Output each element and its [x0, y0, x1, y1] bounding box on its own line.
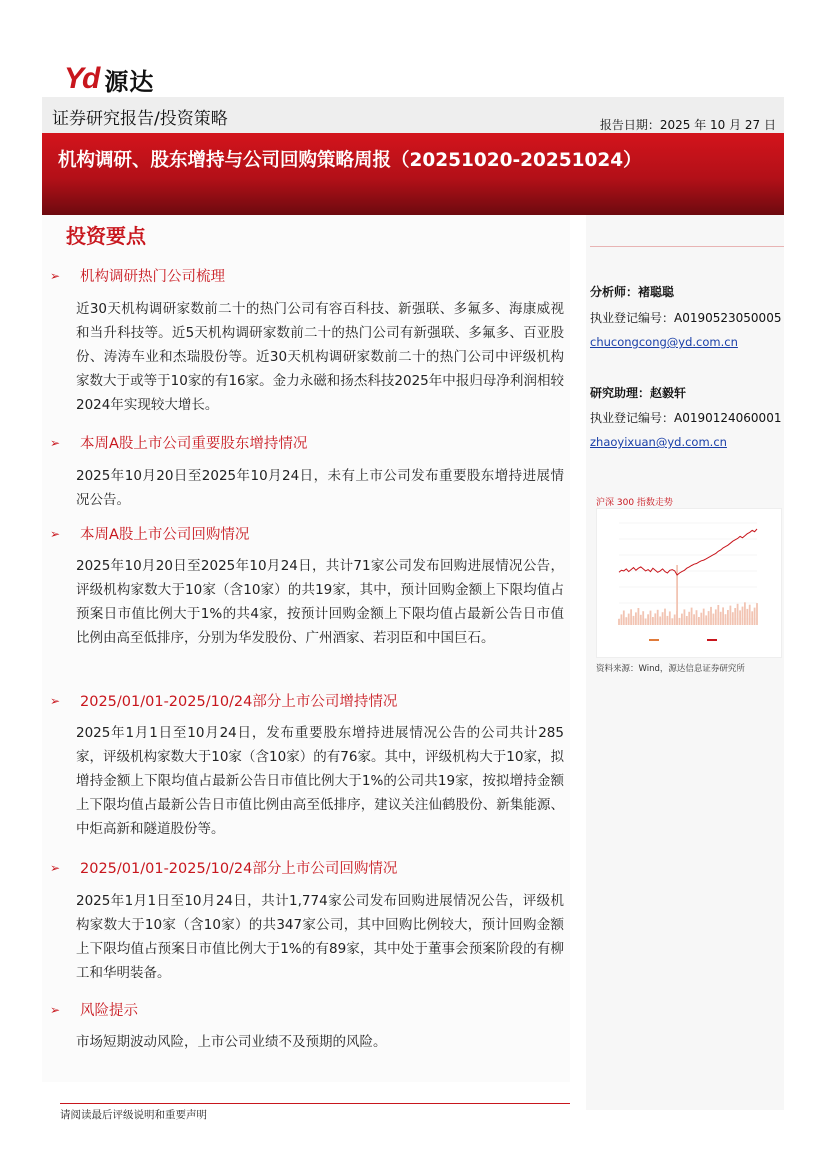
chart-bar [625, 617, 627, 625]
chart-bar [630, 609, 632, 625]
section-title: 投资要点 [66, 224, 146, 248]
chart-volume-bars [618, 565, 758, 625]
section-heading-text: 机构调研热门公司梳理 [80, 269, 225, 285]
arrow-bullet-icon: ➢ [50, 526, 61, 541]
chart-bar [700, 613, 702, 625]
footer-disclaimer: 请阅读最后评级说明和重要声明 [60, 1109, 207, 1121]
chart-bar [737, 604, 739, 625]
analyst-email-link[interactable]: chucongcong@yd.com.cn [590, 335, 738, 349]
chart-bar [650, 611, 652, 625]
chart-bar [647, 614, 649, 625]
section-heading-text: 风险提示 [80, 1003, 138, 1019]
index-chart-svg [597, 509, 781, 657]
footer-divider [60, 1103, 570, 1104]
section-body: 2025年10月20日至2025年10月24日，未有上市公司发布重要股东增持进展情况公告。 [76, 468, 564, 508]
chart-bar [621, 614, 623, 625]
chart-bar [746, 609, 748, 625]
section-body: 2025年10月20日至2025年10月24日，共计71家公司发布回购进展情况公告，评级机构家数大于10家（含10家）的共19家，其中，预计回购金额上下限均值占预案日市值比例大于1%的共4家，按预计回购金额上下限均值占最新公告日市值比例由高至低排序，分别为华发股份、广州酒家、若羽臣和中国巨石。 [76, 558, 564, 646]
report-title: 机构调研、股东增持与公司回购策略周报（20251020-20251024） [58, 150, 642, 171]
chart-bar [640, 615, 642, 625]
chart-bar [684, 609, 686, 625]
arrow-bullet-icon: ➢ [50, 435, 61, 450]
chart-bar [681, 614, 683, 625]
chart-bar [696, 610, 698, 625]
logo-text: 源达 [104, 67, 155, 96]
section-body: 近30天机构调研家数前二十的热门公司有容百科技、新强联、多氟多、海康威视和当升科技等。近5天机构调研家数前二十的热门公司有新强联、多氟多、百亚股份、涛涛车业和杰瑞股份等。近30天机构调研家数前二十的热门公司中评级机构家数大于或等于10家的有16家。金力永磁和扬杰科技2025年中报归母净利润相较2024年实现较大增长。 [76, 301, 564, 413]
chart-bar [703, 609, 705, 625]
chart-bar [623, 611, 625, 626]
assistant-registration: 执业登记编号：A0190124060001 [590, 411, 782, 425]
arrow-bullet-icon: ➢ [50, 1002, 61, 1017]
chart-bar [708, 611, 710, 625]
section-heading [50, 265, 225, 286]
section-heading [50, 523, 249, 544]
chart-bar [749, 605, 751, 625]
section-heading-text: 2025/01/01-2025/10/24部分上市公司回购情况 [80, 861, 398, 877]
chart-bar [717, 605, 719, 625]
analyst-name: 分析师：褚聪聪 [590, 285, 675, 299]
chart-bar [732, 612, 734, 625]
legend-swatch-bars [649, 639, 659, 641]
chart-bar [722, 607, 724, 625]
chart-bar [751, 611, 753, 625]
brand-logo [64, 64, 154, 94]
chart-bar [674, 615, 676, 626]
arrow-bullet-icon: ➢ [50, 693, 61, 708]
chart-bar [698, 617, 700, 625]
chart-bar [691, 608, 693, 625]
chart-title: 沪深 300 指数走势 [596, 498, 673, 508]
arrow-bullet-icon: ➢ [50, 860, 61, 875]
chart-grid [619, 523, 757, 619]
chart-bar [618, 619, 620, 625]
section-heading [50, 857, 397, 878]
chart-bar [715, 609, 717, 625]
chart-bar [628, 614, 630, 625]
chart-bar [659, 617, 661, 626]
chart-bar [638, 608, 640, 625]
chart-bar [727, 610, 729, 625]
section-heading [50, 690, 397, 711]
legend-swatch-line [707, 639, 717, 641]
chart-bar [662, 612, 664, 625]
section-heading [50, 432, 307, 453]
chart-bar [654, 613, 656, 625]
chart-bar [693, 614, 695, 625]
section-body: 2025年1月1日至10月24日，共计1,774家公司发布回购进展情况公告，评级机构家数大于10家（含10家）的共347家公司，其中回购比例较大，预计回购金额上下限均值占预案日市值比例大于1%的有89家，其中处于董事会预案阶段的有柳工和华明装备。 [76, 893, 564, 981]
chart-bar [720, 612, 722, 625]
chart-bar [756, 603, 758, 625]
section-heading [50, 999, 138, 1020]
chart-bar [671, 618, 673, 625]
chart-bar [730, 606, 732, 625]
section-body: 市场短期波动风险，上市公司业绩不及预期的风险。 [76, 1034, 387, 1050]
chart-bar [645, 619, 647, 626]
chart-bar [705, 615, 707, 625]
logo-mark: Yd [64, 62, 99, 95]
chart-bar [642, 611, 644, 625]
report-category: 证券研究报告/投资策略 [52, 109, 228, 129]
chart-bar [669, 611, 671, 625]
chart-bar [679, 618, 681, 625]
section-heading-text: 本周A股上市公司重要股东增持情况 [80, 436, 308, 452]
chart-bar [742, 607, 744, 625]
section-body: 2025年1月1日至10月24日，发布重要股东增持进展情况公告的公司共计285家，评级机构家数大于10家（含10家）的有76家。其中，评级机构大于10家，拟增持金额上下限均值占最新公告日市值比例大于1%的公司共19家，按拟增持金额上下限均值占最新公告日市值比例由高至低排序，建议关注仙鹤股份、新集能源、中炬高新和隧道股份等。 [76, 725, 564, 837]
index-chart [596, 508, 782, 658]
chart-bar [657, 610, 659, 625]
chart-bar [664, 609, 666, 625]
report-date: 报告日期：2025 年 10 月 27 日 [599, 118, 776, 132]
chart-bar [652, 617, 654, 625]
chart-source: 资料来源：Wind，源达信息证券研究所 [596, 664, 745, 674]
sidebar-divider [590, 246, 784, 247]
chart-bar [635, 612, 637, 625]
chart-legend [649, 639, 717, 641]
section-heading-text: 本周A股上市公司回购情况 [80, 527, 250, 543]
chart-bar [686, 616, 688, 625]
chart-bar [744, 602, 746, 625]
section-heading-text: 2025/01/01-2025/10/24部分上市公司增持情况 [80, 694, 398, 710]
chart-bar [710, 607, 712, 625]
analyst-registration: 执业登记编号：A0190523050005 [590, 311, 782, 325]
chart-bar [633, 616, 635, 625]
chart-bar [713, 614, 715, 625]
chart-bar [667, 616, 669, 625]
assistant-email-link[interactable]: zhaoyixuan@yd.com.cn [590, 435, 727, 449]
assistant-name: 研究助理：赵毅轩 [590, 386, 687, 400]
chart-bar [734, 608, 736, 625]
chart-bar [739, 610, 741, 625]
chart-bar [725, 614, 727, 625]
arrow-bullet-icon: ➢ [50, 268, 61, 283]
chart-index-line [619, 529, 757, 575]
chart-bar [688, 612, 690, 625]
chart-bar [754, 608, 756, 625]
